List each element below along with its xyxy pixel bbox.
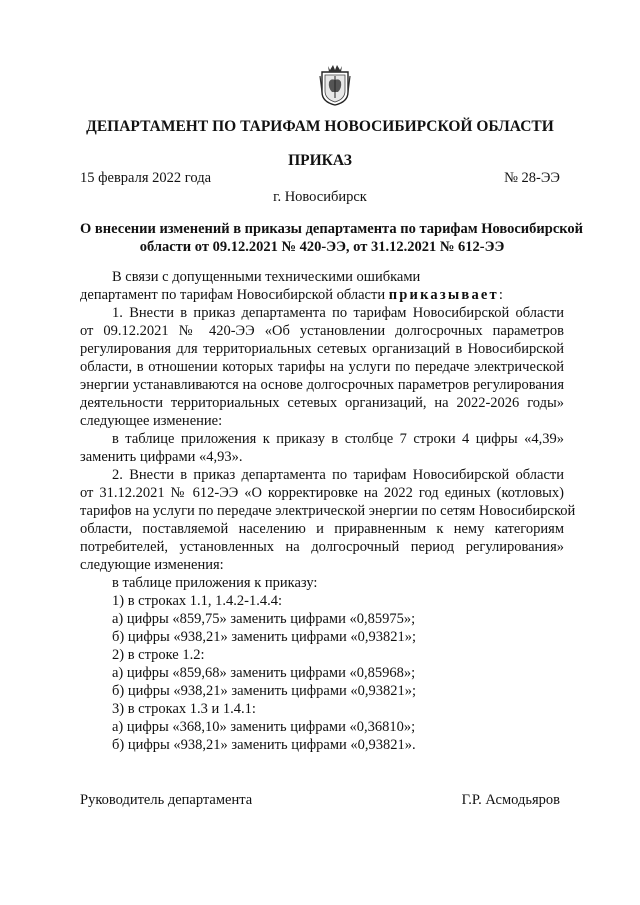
- intro-line: [80, 286, 564, 304]
- p1-line: области, в отношении которых тарифы на услуги по передаче электрической: [80, 359, 564, 375]
- p2-line: тарифов на услуги по передаче электрической энергии по сетям Новосибирской: [80, 503, 576, 519]
- p2-change-line: б) цифры «938,21» заменить цифрами «0,93821».: [112, 737, 416, 753]
- document-type: ПРИКАЗ: [288, 152, 352, 169]
- p1-change-line: в таблице приложения к приказу в столбце 7 строки 4 цифры «4,39»: [112, 431, 564, 447]
- p2-line: потребителей, установленных на долгосрочный период регулирования»: [80, 539, 564, 555]
- coat-of-arms-icon: [318, 62, 352, 106]
- p2-line: следующие изменения:: [80, 557, 224, 573]
- intro-suffix: :: [498, 287, 503, 303]
- signatory-position: Руководитель департамента: [80, 792, 253, 808]
- p2-change-line: 3) в строках 1.3 и 1.4.1:: [112, 701, 256, 717]
- order-number: № 28-ЭЭ: [504, 170, 560, 186]
- p2-change-line: 1) в строках 1.1, 1.4.2-1.4.4:: [112, 593, 282, 609]
- p1-line: следующее изменение:: [80, 413, 223, 429]
- p2-change-line: а) цифры «368,10» заменить цифрами «0,36810»;: [112, 719, 416, 735]
- subject-line: О внесении изменений в приказы департамента по тарифам Новосибирской: [80, 221, 584, 237]
- p1-line: энергии устанавливаются на основе долгосрочных параметров регулирования: [80, 377, 564, 393]
- order-subject: [80, 220, 584, 256]
- p2-line: от 31.12.2021 № 612-ЭЭ «О корректировке на 2022 год единых (котловых): [80, 485, 564, 501]
- signatory-name: Г.Р. Асмодьяров: [461, 792, 560, 808]
- p2-change-line: б) цифры «938,21» заменить цифрами «0,93821»;: [112, 683, 417, 699]
- department-title: ДЕПАРТАМЕНТ ПО ТАРИФАМ НОВОСИБИРСКОЙ ОБЛАСТИ: [86, 118, 554, 135]
- intro-line: В связи с допущенными техническими ошибками: [112, 269, 421, 285]
- order-date: 15 февраля 2022 года: [80, 170, 212, 186]
- intro-prefix: департамент по тарифам Новосибирской области: [80, 287, 389, 303]
- p2-change-line: а) цифры «859,75» заменить цифрами «0,85975»;: [112, 611, 416, 627]
- subject-line: области от 09.12.2021 № 420-ЭЭ, от 31.12.2021 № 612-ЭЭ: [139, 239, 505, 255]
- order-body: [80, 268, 576, 754]
- p2-change-line: в таблице приложения к приказу:: [112, 575, 318, 591]
- order-verb: приказывает: [388, 287, 499, 303]
- p1-line: регулирования для территориальных сетевых организаций в Новосибирской: [80, 341, 564, 357]
- p2-change-line: 2) в строке 1.2:: [112, 647, 205, 663]
- p2-change-line: б) цифры «938,21» заменить цифрами «0,93821»;: [112, 629, 417, 645]
- p1-change-line: заменить цифрами «4,93».: [80, 449, 243, 465]
- p2-change-line: а) цифры «859,68» заменить цифрами «0,85968»;: [112, 665, 416, 681]
- p2-line: 2. Внести в приказ департамента по тарифам Новосибирской области: [112, 467, 564, 483]
- p1-line: деятельности территориальных сетевых организаций, на 2022-2026 годы»: [80, 395, 564, 411]
- p1-line: 1. Внести в приказ департамента по тарифам Новосибирской области: [112, 305, 564, 321]
- p2-line: области, поставляемой населению и приравненным к нему категориям: [80, 521, 564, 537]
- p1-line: от 09.12.2021 № 420-ЭЭ «Об установлении долгосрочных параметров: [80, 323, 564, 339]
- order-city: г. Новосибирск: [273, 189, 367, 205]
